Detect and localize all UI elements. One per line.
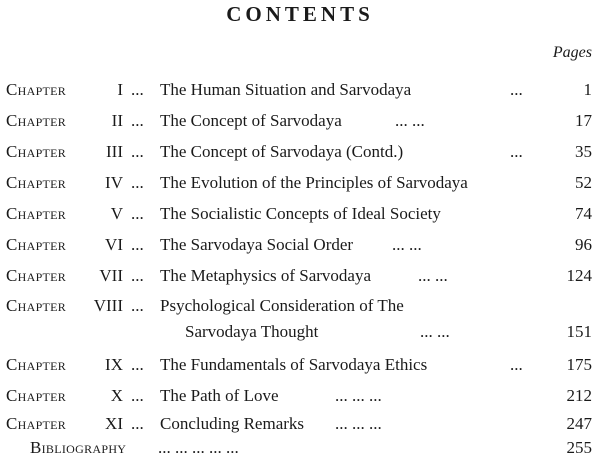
chapter-label: Chapter bbox=[6, 266, 67, 285]
chapter-title: Psychological Consideration of The bbox=[160, 296, 404, 315]
chapter-number: III bbox=[106, 142, 123, 161]
page-number: 247 bbox=[566, 414, 592, 433]
leader-dots: ... ... bbox=[395, 111, 425, 130]
separator: ... bbox=[131, 414, 144, 433]
chapter-title: The Socialistic Concepts of Ideal Society bbox=[160, 204, 441, 223]
separator: ... bbox=[131, 173, 144, 192]
page-number: 124 bbox=[566, 266, 592, 285]
separator: ... bbox=[131, 111, 144, 130]
chapter-title: The Concept of Sarvodaya (Contd.) bbox=[160, 142, 404, 161]
pages-column-header: Pages bbox=[552, 44, 592, 61]
bibliography-label: Bibliography bbox=[30, 438, 127, 457]
chapter-title: The Concept of Sarvodaya bbox=[160, 111, 342, 130]
page-title: CONTENTS bbox=[226, 2, 374, 26]
chapter-label: Chapter bbox=[6, 173, 67, 192]
chapter-number: I bbox=[117, 80, 123, 99]
chapter-title: The Human Situation and Sarvodaya bbox=[160, 80, 412, 99]
leader-dots: ... ... ... bbox=[335, 414, 382, 433]
page-number: 17 bbox=[575, 111, 592, 130]
separator: ... bbox=[131, 204, 144, 223]
separator: ... bbox=[131, 355, 144, 374]
leader-dots: ... ... bbox=[420, 322, 450, 341]
page-number: 1 bbox=[583, 80, 592, 99]
chapter-number: VIII bbox=[93, 296, 123, 315]
page-number: 175 bbox=[566, 355, 592, 374]
chapter-title: The Metaphysics of Sarvodaya bbox=[160, 266, 372, 285]
leader-dots: ... ... ... bbox=[335, 386, 382, 405]
leader-dots: ... bbox=[510, 355, 523, 374]
chapter-label: Chapter bbox=[6, 235, 67, 254]
chapter-title-continued: Sarvodaya Thought bbox=[185, 322, 319, 341]
chapter-number: IV bbox=[105, 173, 123, 192]
chapter-label: Chapter bbox=[6, 355, 67, 374]
chapter-label: Chapter bbox=[6, 386, 67, 405]
leader-dots: ... ... bbox=[392, 235, 422, 254]
chapter-title: The Path of Love bbox=[160, 386, 279, 405]
page-number: 96 bbox=[575, 235, 592, 254]
chapter-label: Chapter bbox=[6, 296, 67, 315]
chapter-number: IX bbox=[105, 355, 123, 374]
chapter-title: Concluding Remarks bbox=[160, 414, 305, 433]
separator: ... bbox=[131, 296, 144, 315]
chapter-title: The Sarvodaya Social Order bbox=[160, 235, 354, 254]
chapter-label: Chapter bbox=[6, 204, 67, 223]
chapter-label: Chapter bbox=[6, 142, 67, 161]
chapter-title: The Fundamentals of Sarvodaya Ethics bbox=[160, 355, 428, 374]
page-number: 74 bbox=[575, 204, 592, 223]
page-number: 52 bbox=[575, 173, 592, 192]
chapter-label: Chapter bbox=[6, 414, 67, 433]
separator: ... bbox=[131, 386, 144, 405]
separator: ... bbox=[131, 142, 144, 161]
separator: ... bbox=[131, 80, 144, 99]
page-number: 212 bbox=[566, 386, 592, 405]
separator: ... bbox=[131, 266, 144, 285]
leader-dots: ... bbox=[510, 80, 523, 99]
page-number: 255 bbox=[566, 438, 592, 457]
chapter-label: Chapter bbox=[6, 80, 67, 99]
chapter-number: VI bbox=[105, 235, 123, 254]
page-number: 151 bbox=[566, 322, 592, 341]
chapter-label: Chapter bbox=[6, 111, 67, 130]
leader-dots: ... ... bbox=[418, 266, 448, 285]
separator: ... bbox=[131, 235, 144, 254]
chapter-number: II bbox=[111, 111, 123, 130]
chapter-number: V bbox=[110, 204, 123, 223]
chapter-number: X bbox=[110, 386, 123, 405]
leader-dots: ... ... ... ... ... bbox=[158, 438, 239, 457]
leader-dots: ... bbox=[510, 142, 523, 161]
chapter-number: XI bbox=[105, 414, 123, 433]
page-number: 35 bbox=[575, 142, 592, 161]
chapter-number: VII bbox=[99, 266, 123, 285]
chapter-title: The Evolution of the Principles of Sarvodaya bbox=[160, 173, 468, 192]
